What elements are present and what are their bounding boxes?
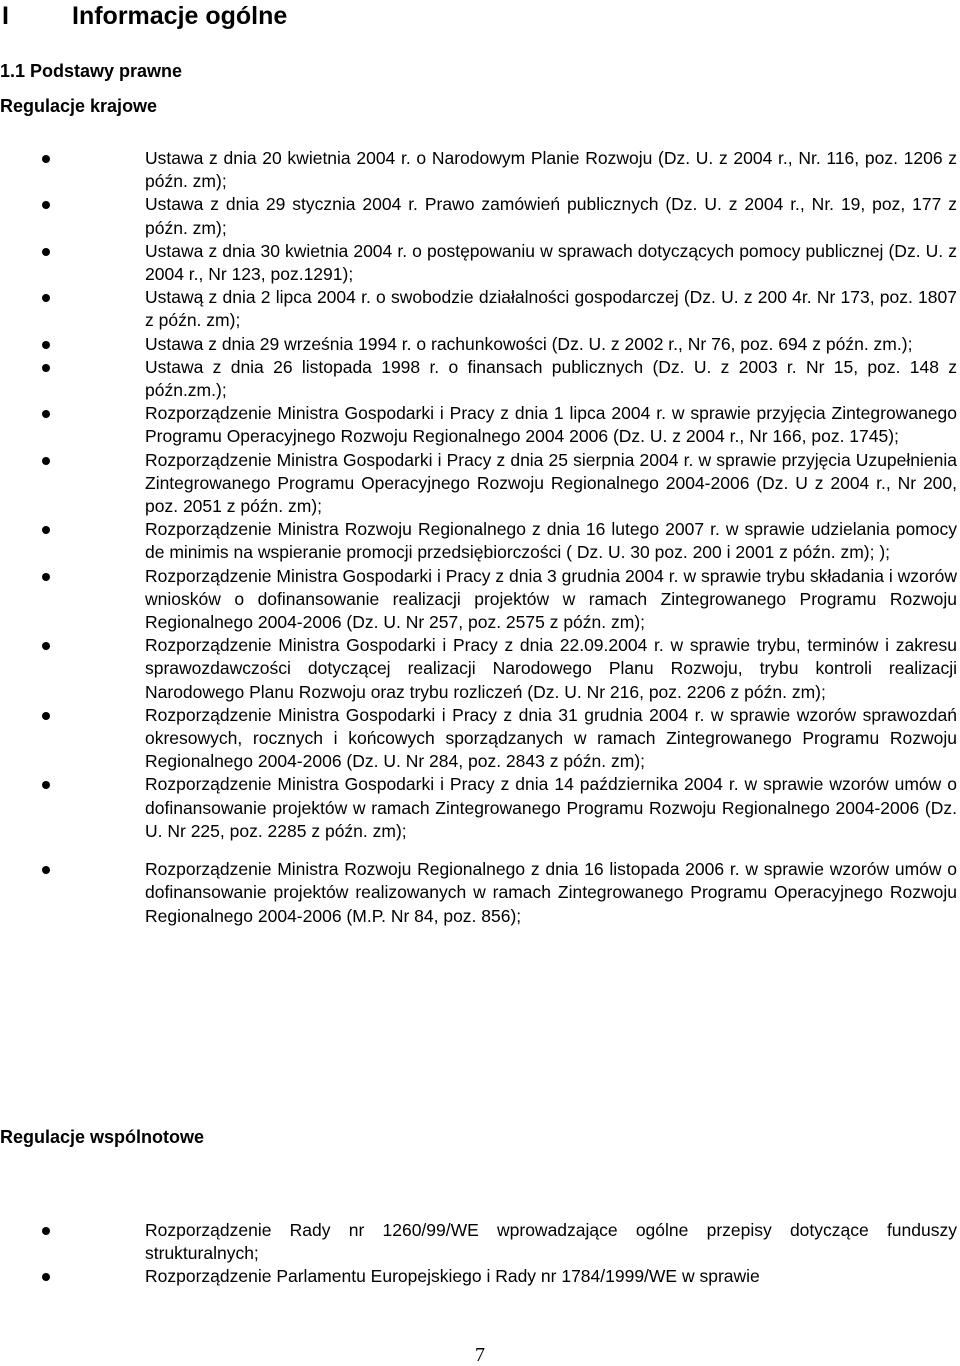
bullet-icon	[42, 294, 50, 302]
list-item-text: Ustawa z dnia 26 listopada 1998 r. o finansach publicznych (Dz. U. z 2003 r. Nr 15, poz. 148 z późn.zm.);	[145, 356, 957, 401]
chapter-title: Informacje ogólne	[72, 2, 288, 30]
list-item	[0, 1219, 957, 1265]
bullet-icon	[42, 573, 50, 581]
bullet-icon	[42, 457, 50, 465]
list-item-text: Rozporządzenie Parlamentu Europejskiego i Rady nr 1784/1999/WE w sprawie	[145, 1266, 760, 1287]
list-item-text: Rozporządzenie Ministra Gospodarki i Pracy z dnia 14 października 2004 r. w sprawie wzorów umów o dofinansowanie projektów w ramach Zintegrowanego Programu Rozwoju Regionalnego 2004-2006 (Dz. U. Nr 225, poz. 2285 z późn. zm);	[145, 774, 957, 841]
bullet-icon	[42, 364, 50, 372]
list-item-text: Rozporządzenie Ministra Gospodarki i Pracy z dnia 25 sierpnia 2004 r. w sprawie przyjęcia Uzupełnienia Zintegrowanego Programu Operacyjnego Rozwoju Regionalnego 2004-2006 (Dz. U z 2004 r., Nr 200, poz. 2051 z późn. zm);	[145, 449, 957, 517]
list-item-text: Ustawa z dnia 30 kwietnia 2004 r. o postępowaniu w sprawach dotyczących pomocy publicznej (Dz. U. z 2004 r., Nr 123, poz.1291);	[145, 240, 957, 285]
list-item	[0, 193, 957, 239]
list-item-text: Rozporządzenie Ministra Rozwoju Regionalnego z dnia 16 lutego 2007 r. w sprawie udzielania pomocy de minimis na wspieranie promocji przedsiębiorczości ( Dz. U. 30 poz. 200 i 2001 z późn. zm); );	[145, 519, 957, 563]
list-item	[0, 634, 957, 704]
list-item-text: Ustawa z dnia 20 kwietnia 2004 r. o Narodowym Planie Rozwoju (Dz. U. z 2004 r., Nr. 116, poz. 1206 z późn. zm);	[145, 148, 957, 192]
section-title: 1.1 Podstawy prawne	[0, 61, 183, 81]
bullet-icon	[42, 526, 50, 534]
bullet-icon	[42, 341, 50, 349]
list-item	[0, 773, 957, 843]
community-regulations-heading: Regulacje wspólnotowe	[0, 1127, 205, 1147]
domestic-regulations-list	[0, 147, 960, 928]
bullet-icon	[42, 1273, 50, 1281]
domestic-regulations-heading: Regulacje krajowe	[0, 96, 158, 116]
list-item-text: Rozporządzenie Ministra Rozwoju Regionalnego z dnia 16 listopada 2006 r. w sprawie wzorów umów o dofinansowanie projektów realizowanych w ramach Zintegrowanego Programu Operacyjnego Rozwoju Regionalnego 2004-2006 (M.P. Nr 84, poz. 856);	[145, 859, 957, 926]
list-item	[0, 286, 957, 332]
bullet-icon	[42, 642, 50, 650]
bullet-icon	[42, 201, 50, 209]
page-number: 7	[475, 1344, 485, 1366]
bullet-icon	[42, 410, 50, 418]
list-item	[0, 147, 957, 193]
list-item-text: Rozporządzenie Ministra Gospodarki i Pracy z dnia 1 lipca 2004 r. w sprawie przyjęcia Zintegrowanego Programu Operacyjnego Rozwoju Regionalnego 2004 2006 (Dz. U. z 2004 r., Nr 166, poz. 1745);	[145, 403, 957, 447]
list-item-text: Rozporządzenie Ministra Gospodarki i Pracy z dnia 31 grudnia 2004 r. w sprawie wzorów sprawozdań okresowych, rocznych i końcowych sporządzanych w ramach Zintegrowanego Programu Rozwoju Regionalnego 2004-2006 (Dz. U. Nr 284, poz. 2843 z późn. zm);	[145, 704, 957, 772]
list-item-text: Ustawą z dnia 2 lipca 2004 r. o swobodzie działalności gospodarczej (Dz. U. z 200 4r. Nr 173, poz. 1807 z późn. zm);	[145, 287, 957, 331]
list-item-text: Ustawa z dnia 29 stycznia 2004 r. Prawo zamówień publicznych (Dz. U. z 2004 r., Nr. 19, poz, 177 z późn. zm);	[145, 194, 957, 238]
list-item	[0, 518, 957, 564]
list-item	[0, 402, 957, 448]
bullet-icon	[42, 866, 50, 874]
list-item	[0, 704, 957, 774]
bullet-icon	[42, 1227, 50, 1235]
list-item	[0, 858, 957, 928]
list-item-text: Rozporządzenie Rady nr 1260/99/WE wprowadzające ogólne przepisy dotyczące funduszy strukturalnych;	[145, 1220, 957, 1264]
bullet-icon	[42, 781, 50, 789]
list-item	[0, 333, 957, 356]
chapter-number: I	[2, 2, 9, 30]
list-item-text: Ustawa z dnia 29 września 1994 r. o rachunkowości (Dz. U. z 2002 r., Nr 76, poz. 694 z późn. zm.);	[145, 333, 913, 354]
bullet-icon	[42, 155, 50, 163]
list-item	[0, 565, 957, 635]
list-item-text: Rozporządzenie Ministra Gospodarki i Pracy z dnia 3 grudnia 2004 r. w sprawie trybu składania i wzorów wniosków o dofinansowanie realizacji projektów w ramach Zintegrowanego Programu Rozwoju Regionalnego 2004-2006 (Dz. U. Nr 257, poz. 2575 z późn. zm);	[145, 565, 957, 633]
list-item	[0, 356, 957, 402]
list-item-text: Rozporządzenie Ministra Gospodarki i Pracy z dnia 22.09.2004 r. w sprawie trybu, terminów i zakresu sprawozdawczości dotyczącej realizacji Narodowego Planu Rozwoju, trybu kontroli realizacji Narodowego Planu Rozwoju oraz trybu rozliczeń (Dz. U. Nr 216, poz. 2206 z późn. zm);	[145, 635, 957, 702]
list-item	[0, 240, 957, 286]
bullet-icon	[42, 712, 50, 720]
list-item	[0, 1265, 957, 1288]
community-regulations-list	[0, 1219, 960, 1289]
list-item	[0, 449, 957, 519]
bullet-icon	[42, 248, 50, 256]
